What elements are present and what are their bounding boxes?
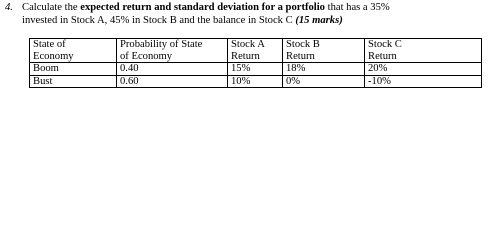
cell-probability: 0.60	[117, 75, 228, 88]
question-line-1	[5, 1, 491, 14]
cell-stock-a: 15%	[228, 63, 283, 76]
cell-probability: 0.40	[117, 63, 228, 76]
question-number: 4.	[5, 2, 13, 13]
cell-stock-b: 0%	[283, 75, 365, 88]
cell-state: Bust	[30, 75, 117, 88]
question-intro: Calculate the	[22, 2, 81, 13]
cell-state: Boom	[30, 63, 117, 76]
cell-stock-a: 10%	[228, 75, 283, 88]
question-marks: (15 marks)	[295, 15, 343, 26]
cell-stock-c: 20%	[365, 63, 482, 76]
table-row-bust	[30, 75, 482, 88]
table-row-boom	[30, 63, 482, 76]
question-line2-text: invested in Stock A, 45% in Stock B and the balance in Stock C	[22, 15, 296, 26]
question-emphasis: expected return and standard deviation for a portfolio	[80, 2, 325, 13]
table-header-row	[30, 39, 482, 63]
cell-stock-b: 18%	[283, 63, 365, 76]
returns-table	[29, 38, 482, 88]
header-stock-a-return: Stock A Return	[228, 39, 283, 63]
question-line-2	[5, 14, 491, 27]
header-state-of-economy: State of Economy	[30, 39, 117, 63]
question-line1-end: that has a 35%	[324, 2, 390, 13]
question-text	[5, 1, 491, 27]
header-stock-b-return: Stock B Return	[283, 39, 365, 63]
header-stock-c-return: Stock C Return	[365, 39, 482, 63]
header-probability: Probability of State of Economy	[117, 39, 228, 63]
cell-stock-c: -10%	[365, 75, 482, 88]
